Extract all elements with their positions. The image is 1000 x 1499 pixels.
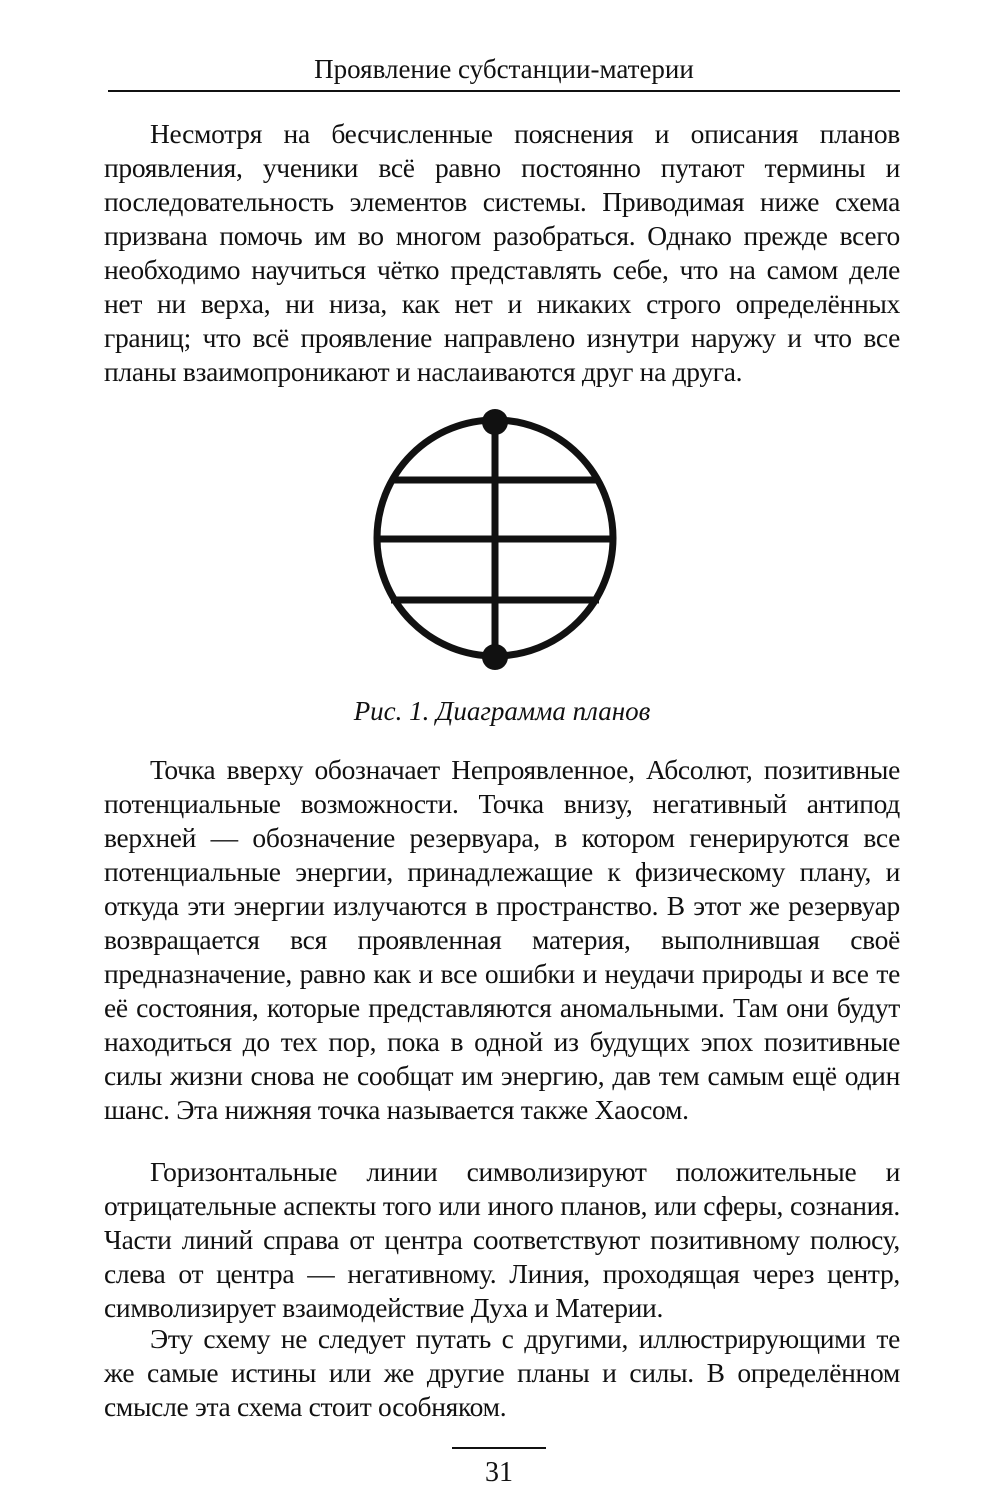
planes-diagram <box>360 400 630 690</box>
diagram-bottom-point <box>482 644 508 670</box>
paragraph-3: Горизонтальные линии символизируют положительные и отрицательные аспекты того или иного планов, или сферы, сознания. Части линий справа от центра соответствуют позитивному полюсу, слева от центра — негативному. Линия, проходящая через центр, символизирует взаимодействие Духа и Материи. <box>104 1156 900 1323</box>
header-rule <box>108 90 900 92</box>
figure-caption: Рис. 1. Диаграмма планов <box>353 696 651 726</box>
paragraph-2: Точка вверху обозначает Непроявленное, Абсолют, позитивные потенциальные возможности. Точка внизу, негативный антипод верхней — обозначение резервуара, в котором генерируются все потенциальные энергии, принадлежащие к физическому плану, и откуда эти энергии излучаются в пространство. В этот же резервуар возвращается вся проявленная материя, выполнившая своё предназначение, равно как и все ошибки и неудачи природы и все те её состояния, которые представляются аномальными. Там они будут находиться до тех пор, пока в одной из будущих эпох позитивные силы жизни снова не сообщат им энергию, дав тем самым ещё один шанс. Эта нижняя точка называется также Хаосом. <box>104 754 900 1125</box>
paragraph-1: Несмотря на бесчисленные пояснения и описания планов проявления, ученики всё равно постоянно путают термины и последовательность элементов системы. Приводимая ниже схема призвана помочь им во многом разобраться. Однако прежде всего необходимо научиться чётко представлять себе, что на самом деле нет ни верха, ни низа, как нет и никаких строго определённых границ; что всё проявление направлено изнутри наружу и что все планы взаимопроникают и наслаиваются друг на друга. <box>104 118 900 387</box>
page-number: 31 <box>485 1457 513 1488</box>
paragraph-4: Эту схему не следует путать с другими, иллюстрирующими те же самые истины или же другие планы и силы. В определённом смысле эта схема стоит особняком. <box>104 1323 900 1422</box>
diagram-top-point <box>482 409 508 435</box>
running-title: Проявление субстанции-материи <box>314 54 694 84</box>
footer-rule <box>452 1447 546 1449</box>
